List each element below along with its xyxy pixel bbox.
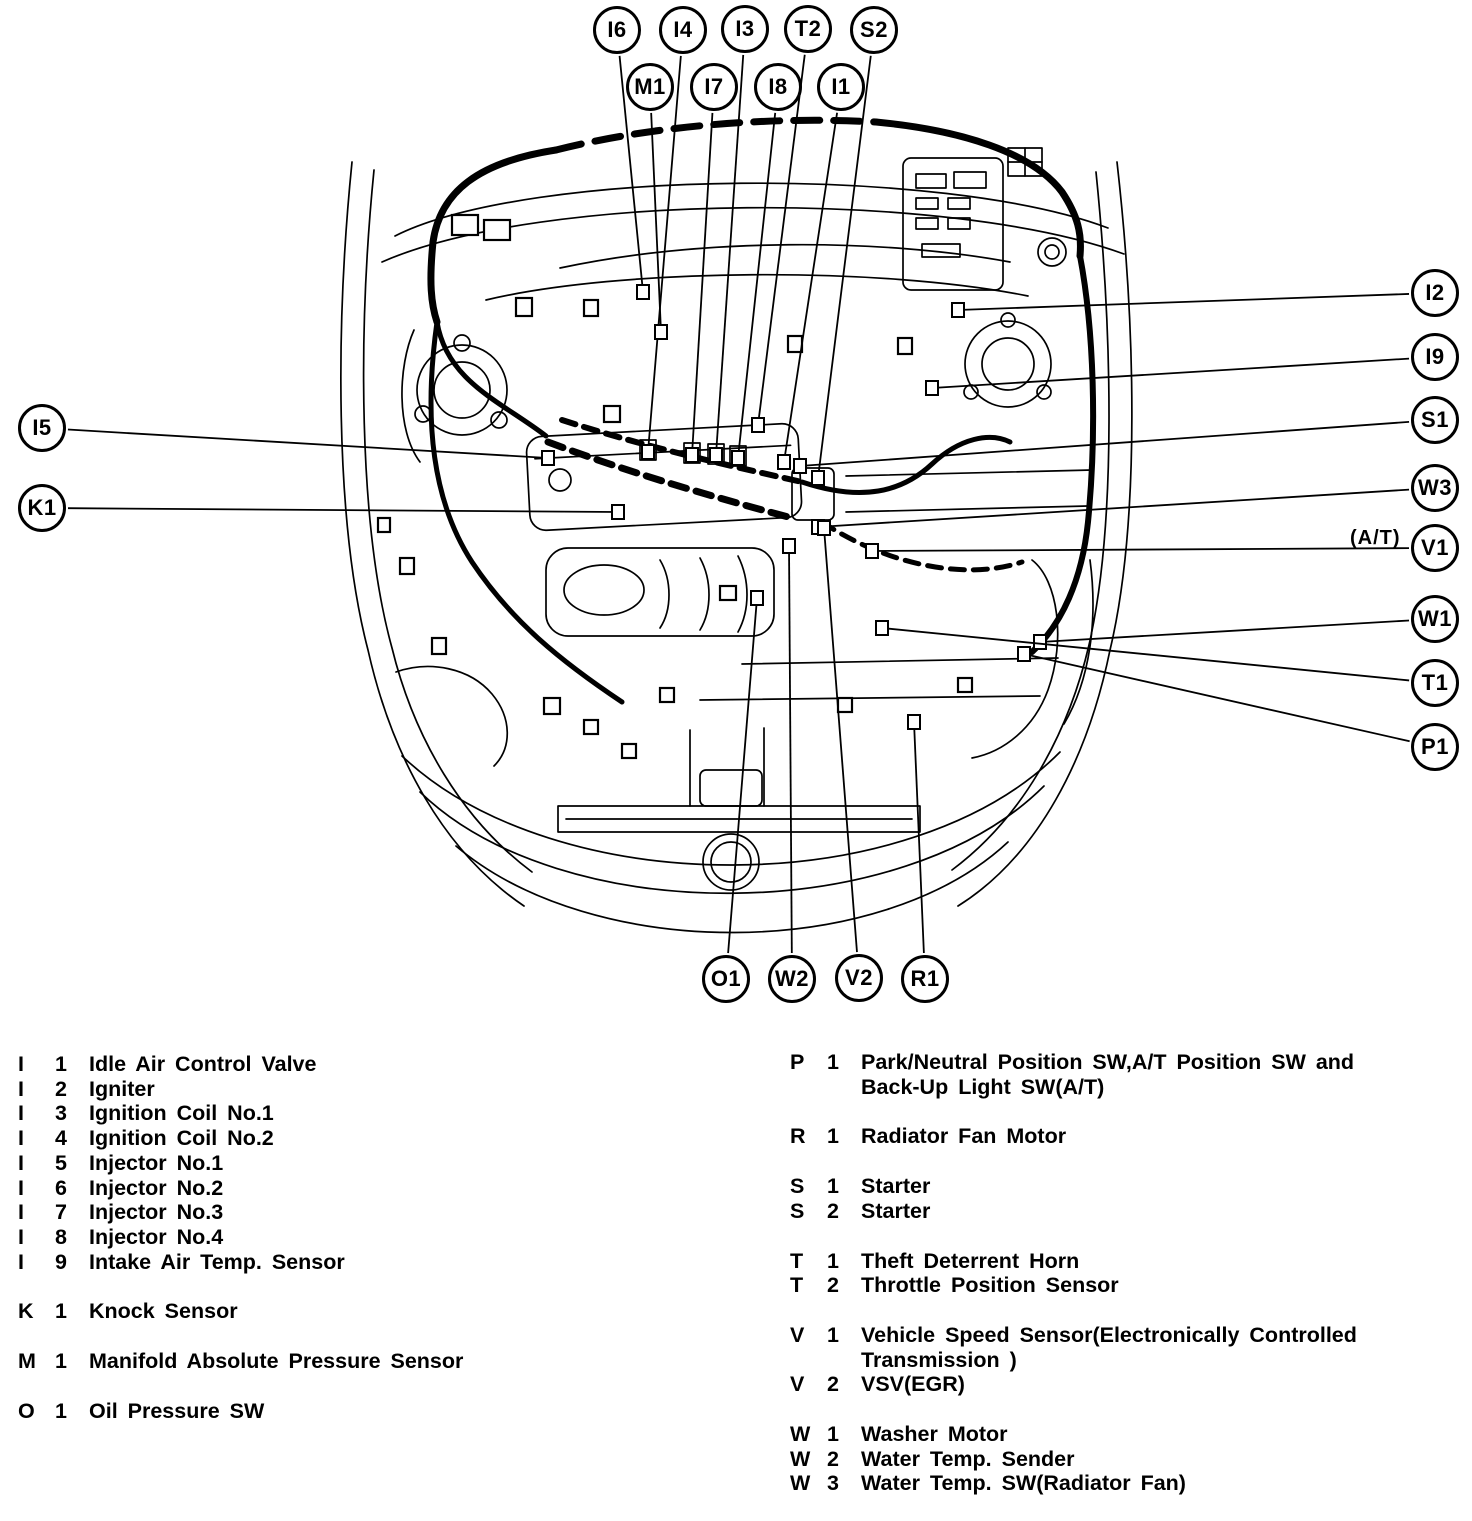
legend-number: 3	[827, 1471, 839, 1496]
legend-row-I5	[18, 1151, 718, 1176]
legend-letter: S	[790, 1174, 805, 1199]
legend-letter: I	[18, 1076, 24, 1101]
legend-name-line: Injector No.3	[89, 1200, 224, 1225]
callout-K1: K1	[18, 484, 66, 532]
legend-component-name	[89, 1151, 223, 1176]
component-connector-I3	[710, 448, 722, 462]
legend-group	[790, 1422, 1460, 1496]
legend-name-line: Theft Deterrent Horn	[861, 1248, 1080, 1273]
legend-component-name	[861, 1199, 930, 1224]
legend-right-column	[790, 1050, 1460, 1521]
leader-line-V1	[872, 548, 1409, 551]
legend-name-line: Starter	[861, 1198, 931, 1223]
legend-number: 3	[55, 1101, 67, 1126]
legend-component-name	[861, 1050, 1354, 1099]
callout-V1: V1	[1411, 524, 1459, 572]
legend-name-line: Oil Pressure SW	[89, 1398, 265, 1423]
legend-name-line: Park/Neutral Position SW,A/T Position SW and	[861, 1050, 1355, 1074]
legend-row-I8	[18, 1225, 718, 1250]
callout-S1: S1	[1411, 396, 1459, 444]
legend-letter: T	[790, 1248, 804, 1273]
legend-component-name	[89, 1299, 238, 1324]
legend-component-name	[861, 1174, 930, 1199]
callout-I8: I8	[754, 63, 802, 111]
legend-component-name	[861, 1249, 1079, 1274]
legend-name-line: Igniter	[89, 1076, 155, 1101]
legend-name-line: Injector No.2	[89, 1175, 224, 1200]
legend-group	[18, 1399, 718, 1424]
legend-row-V1	[790, 1323, 1460, 1372]
legend-name-line: Water Temp. SW(Radiator Fan)	[861, 1471, 1186, 1496]
legend-component-name	[89, 1077, 155, 1102]
legend-component-name	[89, 1225, 223, 1250]
legend-number: 9	[55, 1249, 67, 1274]
legend-component-name	[861, 1124, 1066, 1149]
legend-row-S1	[790, 1174, 1460, 1199]
leader-line-W1	[1040, 621, 1409, 642]
component-connector-V2	[818, 521, 830, 535]
callout-P1: P1	[1411, 723, 1459, 771]
leader-line-I3	[716, 55, 743, 455]
legend-number: 5	[55, 1150, 67, 1175]
legend-group	[790, 1323, 1460, 1397]
callout-R1: R1	[901, 955, 949, 1003]
leader-line-V2	[824, 528, 857, 952]
legend-group	[18, 1349, 718, 1374]
leader-line-R1	[914, 722, 924, 953]
callout-S2: S2	[850, 6, 898, 54]
legend-number: 1	[827, 1322, 839, 1347]
legend-number: 7	[55, 1200, 67, 1225]
callout-I3: I3	[721, 5, 769, 53]
legend-number: 2	[827, 1198, 839, 1223]
leader-line-K1	[68, 508, 618, 512]
leader-line-I7	[692, 113, 712, 455]
legend-letter: I	[18, 1150, 24, 1175]
component-connector-I4	[642, 445, 654, 459]
legend-left-column	[18, 1052, 718, 1448]
legend-letter: T	[790, 1273, 804, 1298]
legend-name-line: VSV(EGR)	[861, 1372, 965, 1397]
callout-I7: I7	[690, 63, 738, 111]
component-connector-I8	[732, 451, 744, 465]
legend-number: 8	[55, 1224, 67, 1249]
legend-name-line: Ignition Coil No.1	[89, 1101, 274, 1126]
legend-component-name	[89, 1126, 274, 1151]
legend-component-name	[861, 1273, 1119, 1298]
legend-letter: I	[18, 1052, 24, 1076]
legend-letter: I	[18, 1126, 24, 1151]
callout-M1: M1	[626, 63, 674, 111]
callout-W2: W2	[768, 955, 816, 1003]
legend-letter: K	[18, 1299, 34, 1324]
leader-line-I1	[784, 113, 837, 462]
legend-component-name	[861, 1323, 1357, 1372]
legend-row-W2	[790, 1447, 1460, 1472]
legend-letter: I	[18, 1101, 24, 1126]
legend-letter: V	[790, 1372, 805, 1397]
legend-component-name	[861, 1422, 1008, 1447]
legend-row-V2	[790, 1372, 1460, 1397]
callout-O1: O1	[702, 955, 750, 1003]
legend-name-line: Back-Up Light SW(A/T)	[861, 1074, 1105, 1099]
legend-letter: V	[790, 1322, 805, 1347]
legend-letter: I	[18, 1200, 24, 1225]
callout-I1: I1	[817, 63, 865, 111]
legend-row-I2	[18, 1077, 718, 1102]
legend-component-name	[89, 1399, 264, 1424]
legend-number: 4	[55, 1126, 67, 1151]
legend-row-W3	[790, 1471, 1460, 1496]
callout-T1: T1	[1411, 659, 1459, 707]
legend-number: 1	[827, 1124, 839, 1149]
leader-line-S1	[800, 422, 1409, 466]
leader-line-S2	[818, 56, 871, 478]
component-connector-K1	[612, 505, 624, 519]
component-connector-R1	[908, 715, 920, 729]
component-connector-I5	[542, 451, 554, 465]
legend-row-I9	[18, 1250, 718, 1275]
legend-group	[790, 1249, 1460, 1298]
component-connector-V1	[866, 544, 878, 558]
legend-row-I4	[18, 1126, 718, 1151]
component-connector-I7	[686, 448, 698, 462]
legend-number: 1	[827, 1422, 839, 1447]
legend-group	[790, 1124, 1460, 1149]
legend-number: 2	[827, 1273, 839, 1298]
legend-component-name	[89, 1349, 463, 1374]
legend-row-P1	[790, 1050, 1460, 1099]
legend-name-line: Vehicle Speed Sensor(Electronically Controlled	[861, 1322, 1357, 1347]
legend-name-line: Water Temp. Sender	[861, 1446, 1075, 1471]
legend-row-T2	[790, 1273, 1460, 1298]
callout-I9: I9	[1411, 333, 1459, 381]
legend-name-line: Injector No.4	[89, 1224, 224, 1249]
legend-name-line: Starter	[861, 1174, 931, 1199]
legend-name-line: Intake Air Temp. Sensor	[89, 1249, 345, 1274]
leader-line-M1	[651, 113, 661, 332]
legend-name-line: Idle Air Control Valve	[89, 1052, 317, 1076]
legend-row-I7	[18, 1200, 718, 1225]
legend-row-W1	[790, 1422, 1460, 1447]
legend-component-name	[89, 1101, 274, 1126]
legend-group	[18, 1299, 718, 1324]
legend-letter: P	[790, 1050, 805, 1074]
legend-row-T1	[790, 1249, 1460, 1274]
leader-line-W3	[818, 490, 1409, 527]
legend-letter: W	[790, 1446, 811, 1471]
component-connector-M1	[655, 325, 667, 339]
legend-name-line: Transmission )	[861, 1347, 1017, 1372]
legend-row-R1	[790, 1124, 1460, 1149]
legend-row-M1	[18, 1349, 718, 1374]
legend-name-line: Knock Sensor	[89, 1299, 238, 1324]
legend-group	[790, 1050, 1460, 1099]
legend-component-name	[89, 1250, 345, 1275]
leader-line-W2	[789, 546, 792, 953]
component-connector-T2	[752, 418, 764, 432]
legend-name-line: Radiator Fan Motor	[861, 1124, 1067, 1149]
component-connector-P1	[1018, 647, 1030, 661]
legend-letter: I	[18, 1249, 24, 1274]
component-connector-S1	[794, 459, 806, 473]
legend-row-S2	[790, 1199, 1460, 1224]
legend-number: 1	[55, 1299, 67, 1324]
component-connector-I2	[952, 303, 964, 317]
callout-I6: I6	[593, 6, 641, 54]
leader-line-I8	[738, 113, 775, 458]
legend-number: 2	[827, 1446, 839, 1471]
legend-number: 1	[827, 1248, 839, 1273]
legend-letter: O	[18, 1398, 35, 1423]
component-connector-T1	[876, 621, 888, 635]
legend-group	[790, 1174, 1460, 1223]
legend-number: 1	[827, 1050, 839, 1074]
legend-row-I3	[18, 1101, 718, 1126]
legend-group	[18, 1052, 718, 1274]
callout-I4: I4	[659, 6, 707, 54]
legend-row-K1	[18, 1299, 718, 1324]
legend-number: 1	[55, 1398, 67, 1423]
legend-letter: W	[790, 1422, 811, 1447]
legend-component-name	[861, 1447, 1075, 1472]
callout-T2: T2	[784, 5, 832, 53]
at-transmission-note: (A/T)	[1350, 527, 1401, 549]
legend-letter: I	[18, 1175, 24, 1200]
component-connector-I9	[926, 381, 938, 395]
legend-number: 2	[827, 1372, 839, 1397]
legend-letter: S	[790, 1198, 805, 1223]
legend-component-name	[89, 1200, 223, 1225]
component-connector-W1	[1034, 635, 1046, 649]
legend-component-name	[861, 1372, 965, 1397]
legend-component-name	[861, 1471, 1186, 1496]
legend-row-O1	[18, 1399, 718, 1424]
legend-number: 1	[55, 1349, 67, 1374]
legend-component-name	[89, 1176, 223, 1201]
legend-name-line: Washer Motor	[861, 1422, 1008, 1447]
legend-name-line: Ignition Coil No.2	[89, 1126, 274, 1151]
legend-row-I1	[18, 1052, 718, 1077]
legend-letter: I	[18, 1224, 24, 1249]
legend-name-line: Injector No.1	[89, 1150, 224, 1175]
legend-number: 1	[827, 1174, 839, 1199]
component-connector-I1	[778, 455, 790, 469]
callout-I2: I2	[1411, 269, 1459, 317]
legend-name-line: Throttle Position Sensor	[861, 1273, 1119, 1298]
callout-W1: W1	[1411, 595, 1459, 643]
legend-number: 1	[55, 1052, 67, 1076]
legend-component-name	[89, 1052, 316, 1077]
leader-line-I2	[958, 294, 1409, 310]
legend-letter: M	[18, 1349, 36, 1374]
legend-number: 6	[55, 1175, 67, 1200]
component-connector-S2	[812, 471, 824, 485]
leader-line-I4	[648, 56, 681, 452]
legend-letter: W	[790, 1471, 811, 1496]
callout-W3: W3	[1411, 464, 1459, 512]
leader-line-O1	[728, 598, 757, 953]
legend-letter: R	[790, 1124, 806, 1149]
legend-number: 2	[55, 1076, 67, 1101]
component-connector-I6	[637, 285, 649, 299]
legend-name-line: Manifold Absolute Pressure Sensor	[89, 1349, 464, 1374]
leader-line-I5	[68, 430, 548, 458]
callout-I5: I5	[18, 404, 66, 452]
callout-V2: V2	[835, 954, 883, 1002]
component-connector-W2	[783, 539, 795, 553]
leader-line-I9	[932, 359, 1409, 388]
component-connector-O1	[751, 591, 763, 605]
legend-row-I6	[18, 1176, 718, 1201]
leader-line-P1	[1024, 654, 1410, 741]
